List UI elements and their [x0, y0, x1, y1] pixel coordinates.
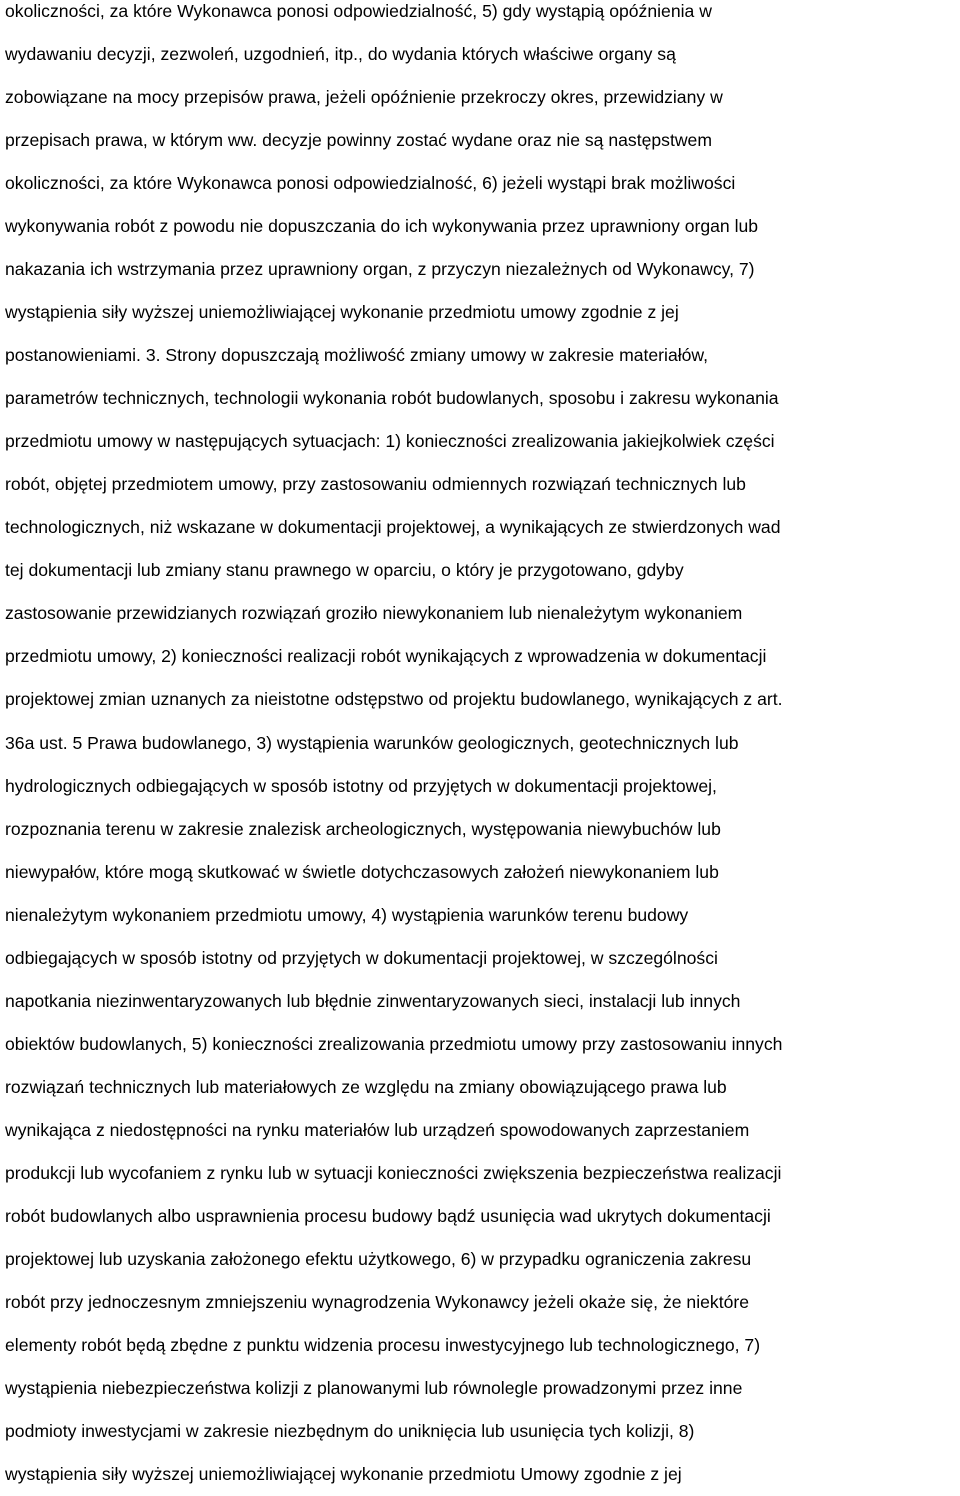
text-line: elementy robót będą zbędne z punktu widzenia procesu inwestycyjnego lub technologicznego, 7) — [5, 1335, 761, 1355]
text-line: niewypałów, które mogą skutkować w świetle dotychczasowych założeń niewykonaniem lub — [5, 862, 719, 882]
text-line: projektowej zmian uznanych za nieistotne odstępstwo od projektu budowlanego, wynikających z art. — [5, 689, 783, 709]
text-line: robót, objętej przedmiotem umowy, przy zastosowaniu odmiennych rozwiązań technicznych lub — [5, 474, 746, 494]
text-line: okoliczności, za które Wykonawca ponosi odpowiedzialność, 5) gdy wystąpią opóźnienia w — [5, 1, 712, 21]
text-line: wynikająca z niedostępności na rynku materiałów lub urządzeń spowodowanych zaprzestaniem — [5, 1120, 750, 1140]
text-line: tej dokumentacji lub zmiany stanu prawnego w oparciu, o który je przygotowano, gdyby — [5, 560, 684, 580]
text-line: przedmiotu umowy w następujących sytuacjach: 1) konieczności zrealizowania jakiejkolwiek części — [5, 431, 775, 451]
text-line: wykonywania robót z powodu nie dopuszczania do ich wykonywania przez uprawniony organ lub — [5, 216, 759, 236]
text-line: podmioty inwestycjami w zakresie niezbędnym do uniknięcia lub usunięcia tych kolizji, 8) — [5, 1421, 695, 1441]
text-line: obiektów budowlanych, 5) konieczności zrealizowania przedmiotu umowy przy zastosowaniu innych — [5, 1034, 783, 1054]
text-line: robót budowlanych albo usprawnienia procesu budowy bądź usunięcia wad ukrytych dokumentacji — [5, 1206, 771, 1226]
text-line: zobowiązane na mocy przepisów prawa, jeżeli opóźnienie przekroczy okres, przewidziany w — [5, 87, 723, 107]
text-line: nienależytym wykonaniem przedmiotu umowy, 4) wystąpienia warunków terenu budowy — [5, 905, 689, 925]
text-line: okoliczności, za które Wykonawca ponosi odpowiedzialność, 6) jeżeli wystąpi brak możliwości — [5, 173, 736, 193]
text-line: nakazania ich wstrzymania przez uprawniony organ, z przyczyn niezależnych od Wykonawcy, 7) — [5, 259, 755, 279]
text-line: parametrów technicznych, technologii wykonania robót budowlanych, sposobu i zakresu wykonania — [5, 388, 779, 408]
text-line: robót przy jednoczesnym zmniejszeniu wynagrodzenia Wykonawcy jeżeli okaże się, że niektóre — [5, 1292, 750, 1312]
text-line: przepisach prawa, w którym ww. decyzje powinny zostać wydane oraz nie są następstwem — [5, 130, 712, 150]
text-line: rozwiązań technicznych lub materiałowych ze względu na zmiany obowiązującego prawa lub — [5, 1077, 727, 1097]
text-line: wystąpienia siły wyższej uniemożliwiającej wykonanie przedmiotu umowy zgodnie z jej — [5, 302, 679, 322]
text-line: wydawaniu decyzji, zezwoleń, uzgodnień, itp., do wydania których właściwe organy są — [5, 44, 676, 64]
text-line: przedmiotu umowy, 2) konieczności realizacji robót wynikających z wprowadzenia w dokumentacji — [5, 646, 767, 666]
text-line: napotkania niezinwentaryzowanych lub błędnie zinwentaryzowanych sieci, instalacji lub innych — [5, 991, 741, 1011]
text-line: hydrologicznych odbiegających w sposób istotny od przyjętych w dokumentacji projektowej, — [5, 776, 717, 796]
text-line: wystąpienia siły wyższej uniemożliwiającej wykonanie przedmiotu Umowy zgodnie z jej — [5, 1464, 682, 1484]
text-line: odbiegających w sposób istotny od przyjętych w dokumentacji projektowej, w szczególności — [5, 948, 718, 968]
text-line: postanowieniami. 3. Strony dopuszczają możliwość zmiany umowy w zakresie materiałów, — [5, 345, 709, 365]
text-line: projektowej lub uzyskania założonego efektu użytkowego, 6) w przypadku ograniczenia zakresu — [5, 1249, 752, 1269]
text-line: 36a ust. 5 Prawa budowlanego, 3) wystąpienia warunków geologicznych, geotechnicznych lub — [5, 733, 739, 753]
text-line: produkcji lub wycofaniem z rynku lub w sytuacji konieczności zwiększenia bezpieczeństwa realizacji — [5, 1163, 782, 1183]
text-line: wystąpienia niebezpieczeństwa kolizji z planowanymi lub równolegle prowadzonymi przez inne — [5, 1378, 743, 1398]
text-line: zastosowanie przewidzianych rozwiązań groziło niewykonaniem lub nienależytym wykonaniem — [5, 603, 743, 623]
text-line: technologicznych, niż wskazane w dokumentacji projektowej, a wynikających ze stwierdzonych wad — [5, 517, 781, 537]
text-line: rozpoznania terenu w zakresie znalezisk archeologicznych, występowania niewybuchów lub — [5, 819, 721, 839]
